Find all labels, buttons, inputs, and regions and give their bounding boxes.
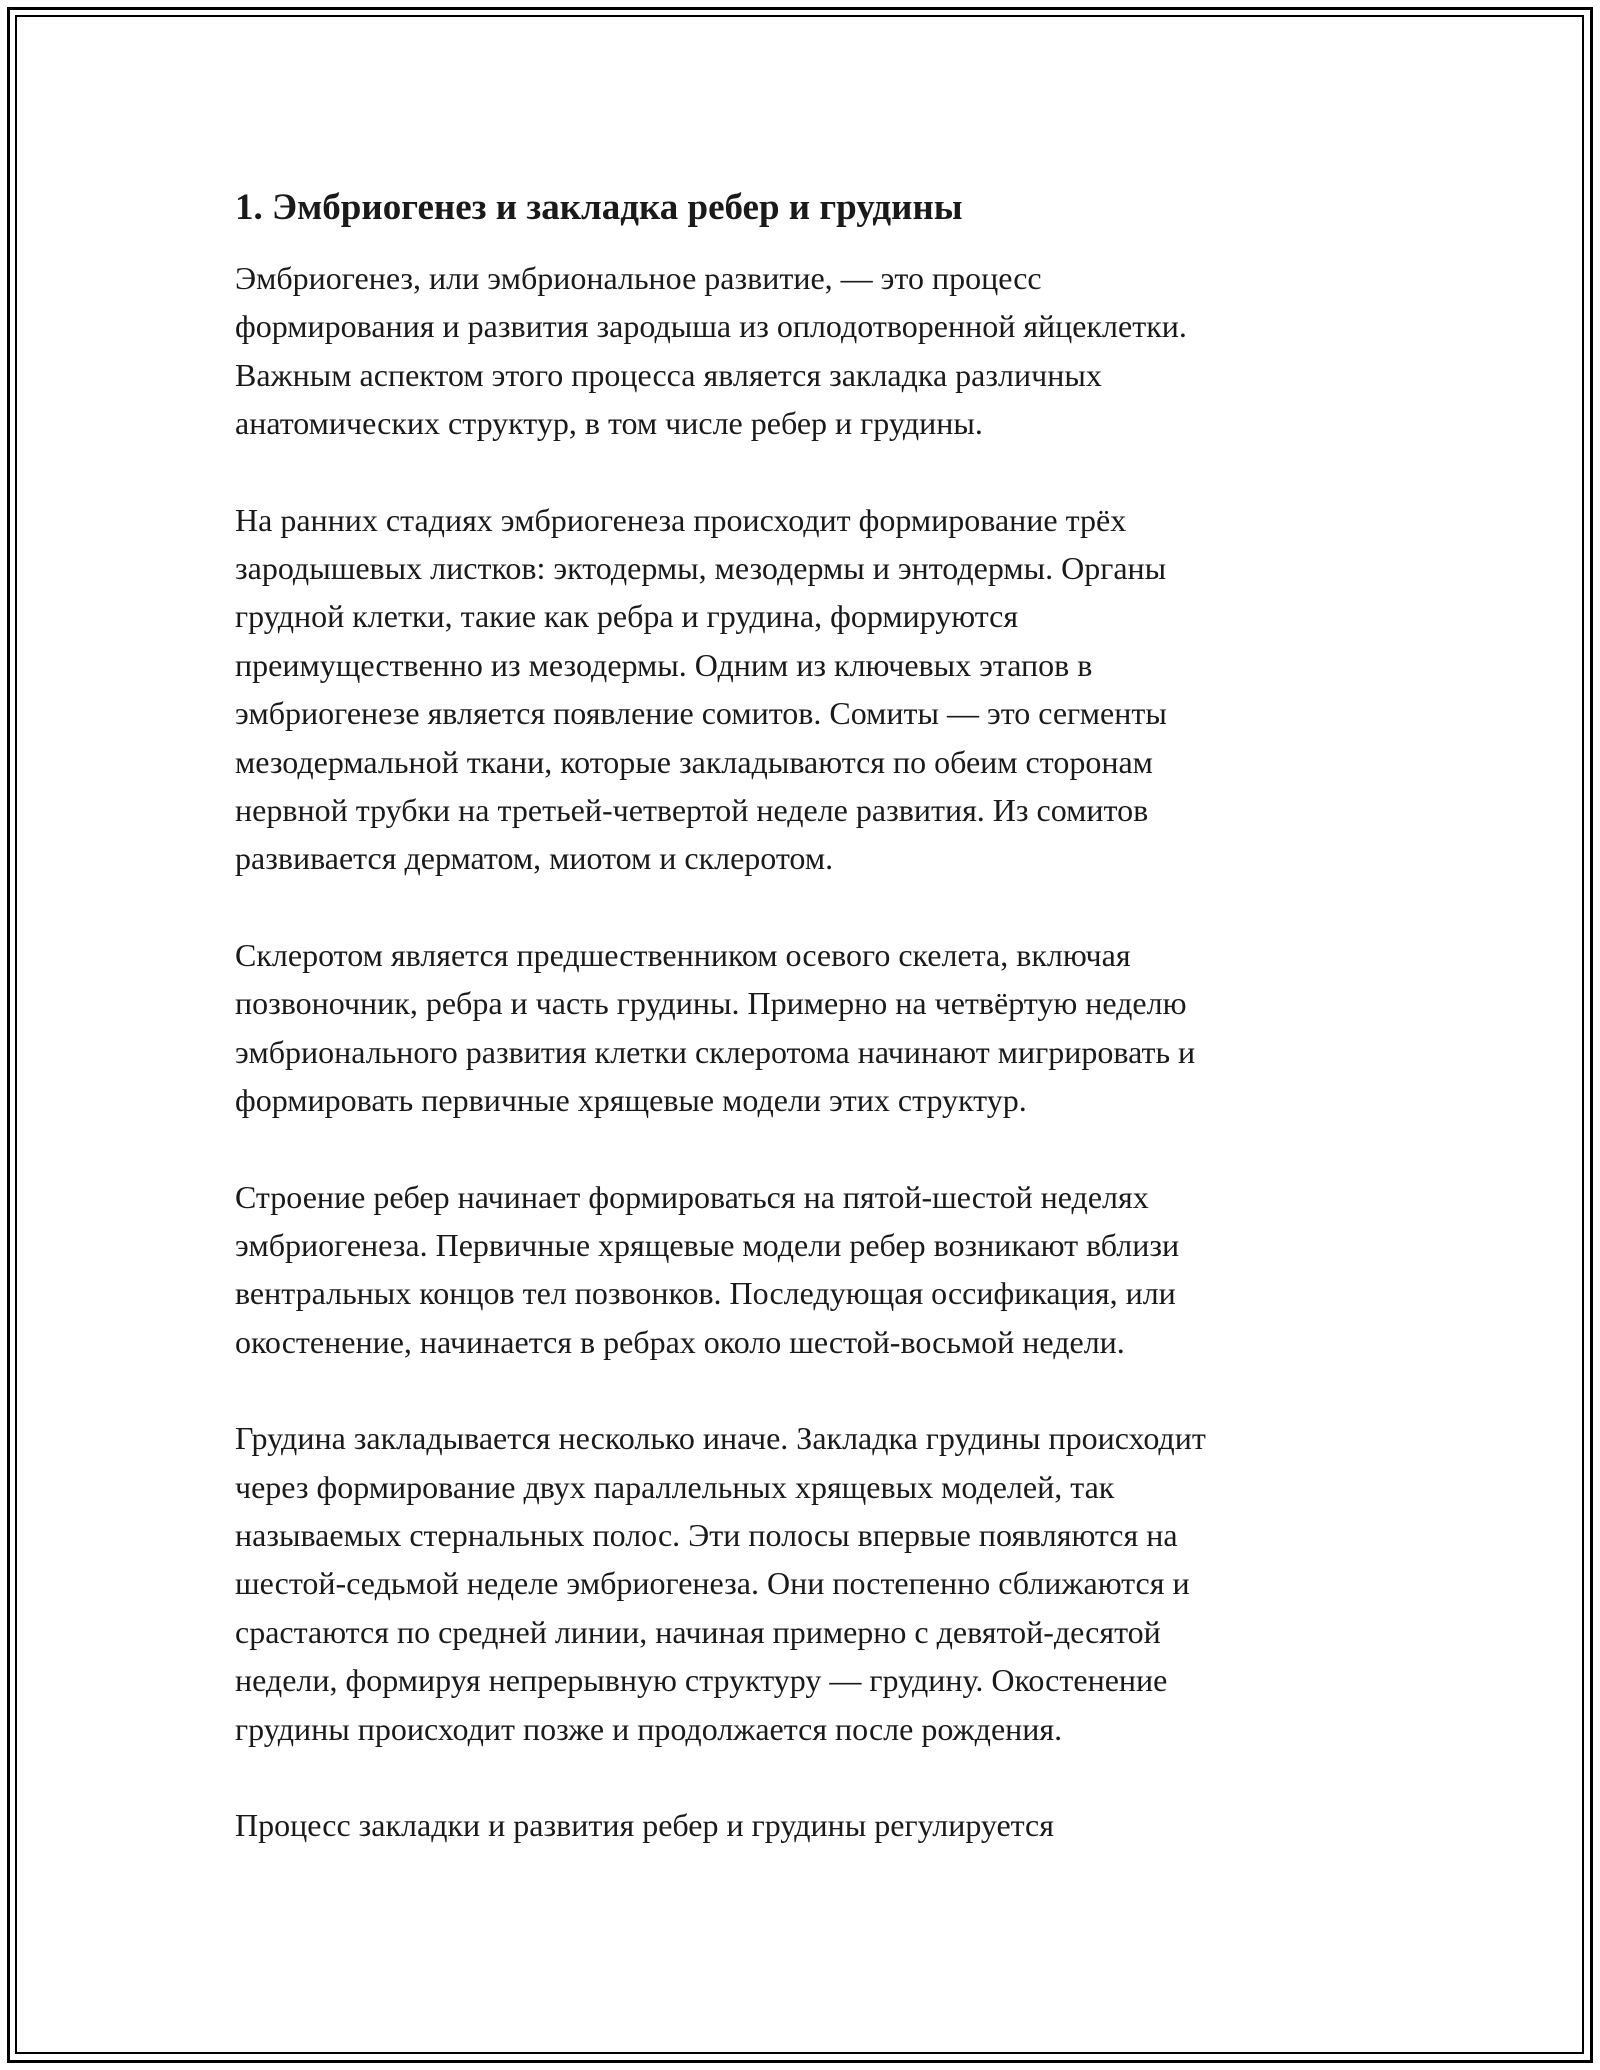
- section-heading: 1. Эмбриогенез и закладка ребер и грудины: [235, 187, 963, 228]
- text-line: грудной клетки, такие как ребра и грудина, формируются: [235, 598, 1019, 635]
- paragraph-2: [235, 496, 1395, 883]
- text-line: нервной трубки на третьей-четвертой неделе развития. Из сомитов: [235, 792, 1149, 829]
- paragraph-6: [235, 1801, 1395, 1849]
- text-line: эмбриогенеза. Первичные хрящевые модели ребер возникают вблизи: [235, 1226, 1180, 1263]
- text-line: окостенение, начинается в ребрах около шестой-восьмой недели.: [235, 1323, 1125, 1360]
- text-line: вентральных концов тел позвонков. Последующая оссификация, или: [235, 1275, 1176, 1312]
- text-line: эмбрионального развития клетки склеротома начинают мигрировать и: [235, 1033, 1196, 1070]
- text-line: Грудина закладывается несколько иначе. Закладка грудины происходит: [235, 1420, 1206, 1457]
- text-line: шестой-седьмой неделе эмбриогенеза. Они постепенно сближаются и: [235, 1565, 1190, 1602]
- text-line: Эмбриогенез, или эмбриональное развитие, — это процесс: [235, 260, 1042, 296]
- text-line: формировать первичные хрящевые модели этих структур.: [235, 1082, 1027, 1119]
- text-line: анатомических структур, в том числе ребер и грудины.: [235, 405, 983, 442]
- text-line: позвоночник, ребра и часть грудины. Примерно на четвёртую неделю: [235, 985, 1187, 1022]
- text-line: На ранних стадиях эмбриогенеза происходит формирование трёх: [235, 501, 1127, 538]
- text-line: через формирование двух параллельных хрящевых моделей, так: [235, 1468, 1115, 1505]
- text-line: эмбриогенезе является появление сомитов. Сомиты — это сегменты: [235, 695, 1167, 732]
- text-line: зародышевых листков: эктодермы, мезодермы и энтодермы. Органы: [235, 550, 1167, 587]
- text-line: мезодермальной ткани, которые закладываются по обеим сторонам: [235, 743, 1153, 780]
- paragraph-1: [235, 254, 1395, 448]
- text-line: грудины происходит позже и продолжается после рождения.: [235, 1710, 1063, 1747]
- paragraph-4: [235, 1173, 1395, 1367]
- text-line: развивается дерматом, миотом и склеротом.: [235, 840, 834, 877]
- text-line: Важным аспектом этого процесса является закладка различных: [235, 356, 1102, 393]
- text-line: недели, формируя непрерывную структуру — грудину. Окостенение: [235, 1662, 1168, 1699]
- text-line: Процесс закладки и развития ребер и грудины регулируется: [235, 1806, 1054, 1843]
- text-line: Склеротом является предшественником осевого скелета, включая: [235, 936, 1131, 973]
- text-line: называемых стернальных полос. Эти полосы впервые появляются на: [235, 1516, 1178, 1553]
- text-line: Строение ребер начинает формироваться на пятой-шестой неделях: [235, 1178, 1149, 1215]
- document-body: [235, 184, 1395, 1897]
- text-line: формирования и развития зародыша из оплодотворенной яйцеклетки.: [235, 308, 1187, 345]
- text-line: срастаются по средней линии, начиная примерно с девятой-десятой: [235, 1613, 1161, 1650]
- paragraph-3: [235, 931, 1395, 1125]
- text-line: преимущественно из мезодермы. Одним из ключевых этапов в: [235, 646, 1093, 683]
- paragraph-5: [235, 1414, 1395, 1753]
